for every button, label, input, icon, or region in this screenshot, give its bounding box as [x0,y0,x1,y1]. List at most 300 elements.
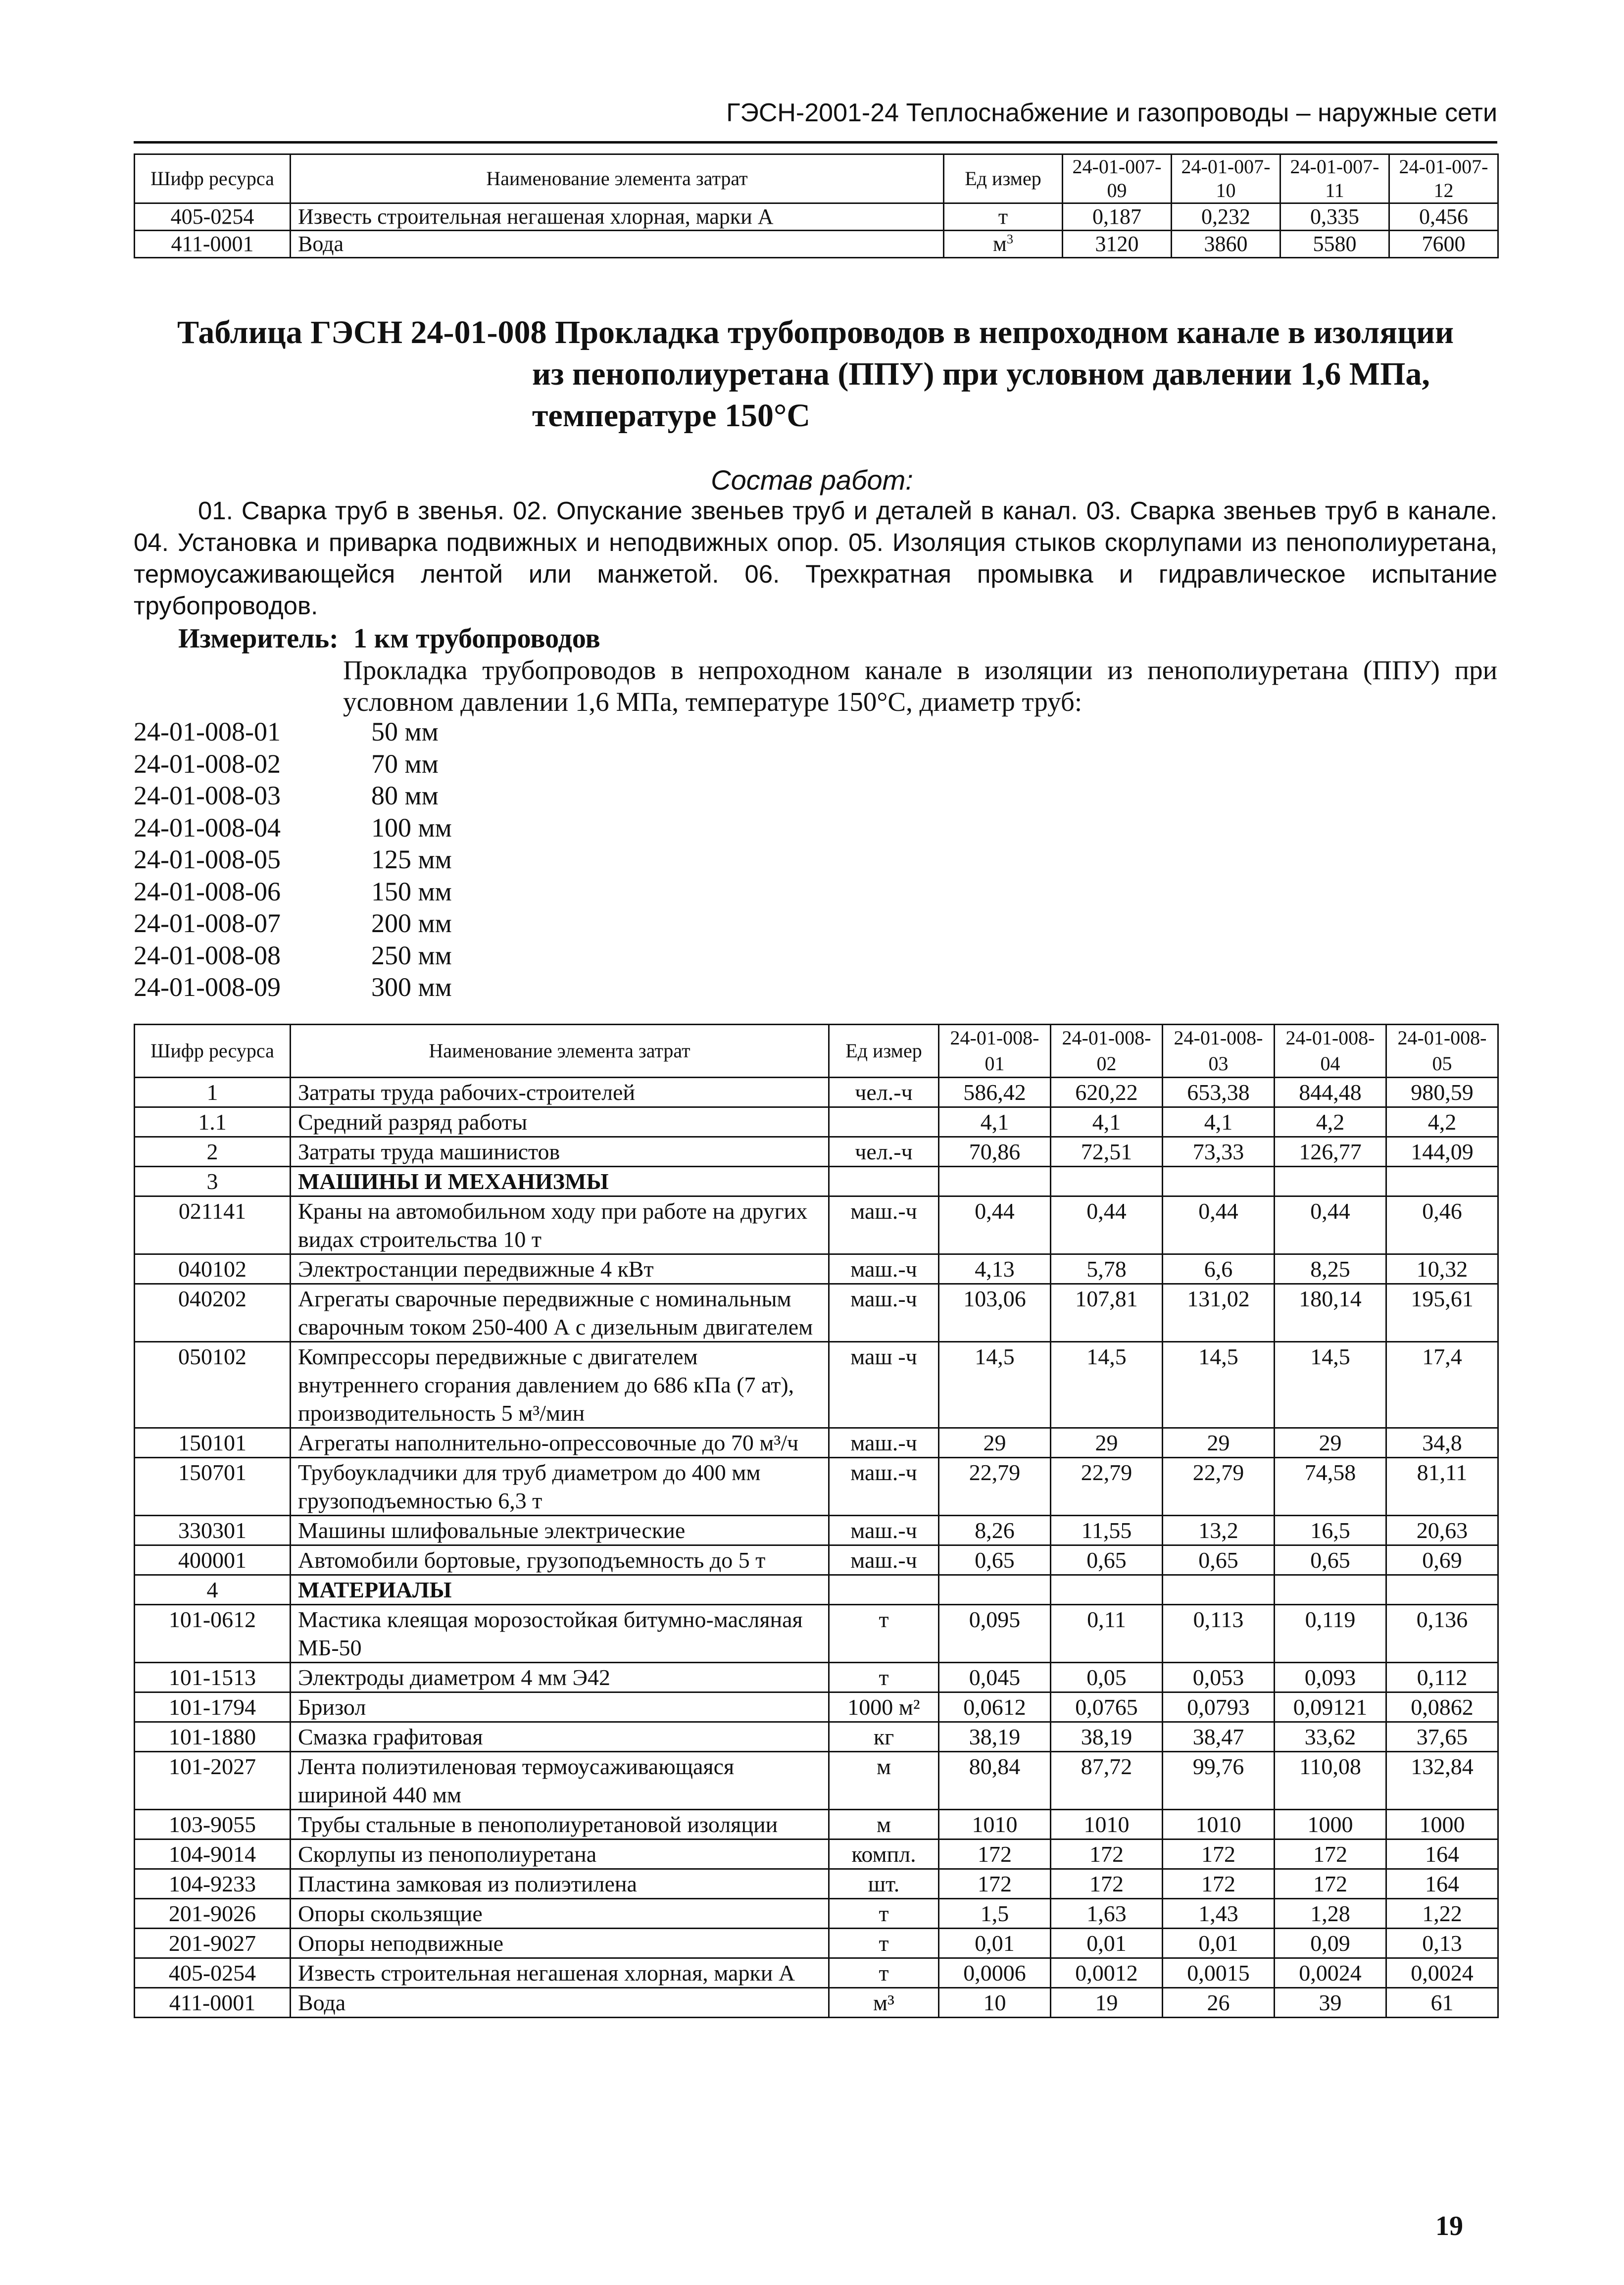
header-name: Наименование элемента затрат [291,1025,829,1078]
table-row [135,1458,1498,1516]
cell-value: 14,5 [1051,1342,1163,1428]
cell-value: 33,62 [1275,1722,1386,1752]
cell-name: Мастика клеящая морозостойкая битумно-масляная МБ-50 [291,1605,829,1663]
pipe-diameter: 70 мм [371,748,439,779]
cell-value: 0,44 [939,1196,1051,1254]
header-col: 24-01-007-11 [1280,154,1389,203]
cell-unit [944,231,1063,258]
cell-name: Опоры неподвижные [291,1929,829,1958]
cell-value: 0,09121 [1275,1692,1386,1722]
table-row [135,1516,1498,1545]
cell-value: 17,4 [1386,1342,1498,1428]
cell-value: 0,095 [939,1605,1051,1663]
cell-value: 0,093 [1275,1663,1386,1692]
cell-value: 38,19 [1051,1722,1163,1752]
cell-value: 0,01 [1051,1929,1163,1958]
cell-value: 8,25 [1275,1254,1386,1284]
cell-value: 39 [1275,1988,1386,2018]
header-col: 24-01-007-10 [1172,154,1280,203]
cell-name: Известь строительная негашеная хлорная, марки А [291,1958,829,1988]
cell-value: 4,1 [939,1107,1051,1137]
cell-unit: 1000 м² [829,1692,939,1722]
cell-value: 0,01 [939,1929,1051,1958]
empty-cell [1386,1575,1498,1605]
cell-value: 4,1 [1163,1107,1275,1137]
cell-value: 29 [1051,1428,1163,1458]
cell-value: 164 [1386,1869,1498,1899]
header-col: 24-01-007-12 [1389,154,1498,203]
cell-value: 172 [939,1869,1051,1899]
cell-value: 0,053 [1163,1663,1275,1692]
cell-code: 101-1513 [135,1663,291,1692]
cell-value: 29 [1163,1428,1275,1458]
code-number: 24-01-008-03 [134,781,281,810]
cell-value: 0,335 [1280,203,1389,231]
cell-value: 195,61 [1386,1284,1498,1342]
cell-value: 586,42 [939,1078,1051,1107]
title-line: Таблица ГЭСН 24-01-008 Прокладка трубопроводов в непроходном канале в изоляции [177,314,1454,350]
cell-value: 0,0012 [1051,1958,1163,1988]
empty-cell [1275,1575,1386,1605]
cell-code: 101-2027 [135,1752,291,1810]
cell-name: Средний разряд работы [291,1107,829,1137]
title-line: из пенополиуретана (ППУ) при условном давлении 1,6 МПа, [532,356,1430,392]
pipe-diameter: 100 мм [371,812,452,843]
cell-code: 050102 [135,1342,291,1428]
cell-value: 0,09 [1275,1929,1386,1958]
cell-name: Компрессоры передвижные с двигателем внутреннего сгорания давлением до 686 кПа (7 ат), производительность 5 м³/мин [291,1342,829,1428]
empty-cell [1051,1575,1163,1605]
cell-value: 1010 [1163,1810,1275,1839]
cell-value: 0,65 [1275,1545,1386,1575]
code-list-item [134,876,452,908]
cell-value: 0,01 [1163,1929,1275,1958]
cell-value: 1,63 [1051,1899,1163,1929]
code-list-item [134,907,452,940]
cell-value: 172 [1051,1839,1163,1869]
cell-value: 70,86 [939,1137,1051,1167]
table-row [135,1107,1498,1137]
cell-unit: т [944,203,1063,231]
cell-value: 99,76 [1163,1752,1275,1810]
cell-value: 0,05 [1051,1663,1163,1692]
cell-code: 411-0001 [135,1988,291,2018]
table-row [135,1869,1498,1899]
cell-unit: маш.-ч [829,1545,939,1575]
cell-unit: м [829,1752,939,1810]
cell-code: 1 [135,1078,291,1107]
cell-value: 0,0793 [1163,1692,1275,1722]
cell-value: 4,13 [939,1254,1051,1284]
cell-value: 4,1 [1051,1107,1163,1137]
cell-name: Известь строительная негашеная хлорная, марки А [291,203,944,231]
cell-value: 37,65 [1386,1722,1498,1752]
code-list-item [134,844,452,876]
cell-value: 13,2 [1163,1516,1275,1545]
code-list-item [134,716,452,748]
table-row [135,1988,1498,2018]
cell-value: 1010 [1051,1810,1163,1839]
cell-unit: маш -ч [829,1342,939,1428]
header-name: Наименование элемента затрат [291,154,944,203]
pipe-diameter: 300 мм [371,972,452,1002]
title-line: температуре 150°С [532,397,811,434]
pipe-diameter: 50 мм [371,717,439,746]
header-rule [134,141,1497,144]
cell-value: 0,232 [1172,203,1280,231]
cell-value: 80,84 [939,1752,1051,1810]
cell-value: 0,0612 [939,1692,1051,1722]
cell-value: 0,0015 [1163,1958,1275,1988]
cell-value: 6,6 [1163,1254,1275,1284]
cell-value: 14,5 [1275,1342,1386,1428]
cell-value: 0,0024 [1275,1958,1386,1988]
cell-value: 1000 [1386,1810,1498,1839]
cell-code: 400001 [135,1545,291,1575]
cell-value: 0,44 [1275,1196,1386,1254]
cell-value: 81,11 [1386,1458,1498,1516]
header-col: 24-01-008-02 [1051,1025,1163,1078]
cell-value: 1,5 [939,1899,1051,1929]
cell-value: 0,44 [1163,1196,1275,1254]
empty-cell [939,1575,1051,1605]
cell-value: 0,69 [1386,1545,1498,1575]
cell-value: 172 [1163,1869,1275,1899]
cell-code: 103-9055 [135,1810,291,1839]
table-row [135,1899,1498,1929]
cell-name: Электростанции передвижные 4 кВт [291,1254,829,1284]
header-unit: Ед измер [829,1025,939,1078]
cell-value: 110,08 [1275,1752,1386,1810]
cell-value: 164 [1386,1839,1498,1869]
cell-code: 150101 [135,1428,291,1458]
cell-value: 0,0024 [1386,1958,1498,1988]
table-row [135,1078,1498,1107]
cell-value: 38,47 [1163,1722,1275,1752]
cell-value: 11,55 [1051,1516,1163,1545]
cell-value: 172 [1275,1869,1386,1899]
cell-code: 101-1794 [135,1692,291,1722]
cell-name: Краны на автомобильном ходу при работе на других видах строительства 10 т [291,1196,829,1254]
cell-value: 844,48 [1275,1078,1386,1107]
cell-code: 405-0254 [135,1958,291,1988]
cell-value: 172 [1051,1869,1163,1899]
section-title: МАШИНЫ И МЕХАНИЗМЫ [291,1167,829,1196]
cell-value: 1010 [939,1810,1051,1839]
cell-value: 10,32 [1386,1254,1498,1284]
cell-name: Вода [291,231,944,258]
header-code: Шифр ресурса [135,154,291,203]
cell-value: 3120 [1063,231,1172,258]
cell-name: Трубы стальные в пенополиуретановой изоляции [291,1810,829,1839]
resources-table [134,1024,1499,2018]
cell-code: 101-1880 [135,1722,291,1752]
table-row [135,1692,1498,1722]
cell-value: 0,045 [939,1663,1051,1692]
cell-value: 29 [1275,1428,1386,1458]
cell-code: 040102 [135,1254,291,1284]
cell-value: 0,65 [1163,1545,1275,1575]
cell-name: Автомобили бортовые, грузоподъемность до 5 т [291,1545,829,1575]
pipe-description: Прокладка трубопроводов в непроходном канале в изоляции из пенополиуретана (ППУ) при условном давлении 1,6 МПа, температуре 150°С, диаметр труб: [343,655,1497,717]
table-title [134,312,1497,437]
header-col: 24-01-008-01 [939,1025,1051,1078]
cell-value: 1000 [1275,1810,1386,1839]
meter [178,623,600,654]
cell-value: 10 [939,1988,1051,2018]
cell-code: 405-0254 [135,203,291,231]
cell-name: Электроды диаметром 4 мм Э42 [291,1663,829,1692]
cell-unit: чел.-ч [829,1078,939,1107]
code-number: 24-01-008-01 [134,717,281,746]
cell-value: 126,77 [1275,1137,1386,1167]
pipe-diameter: 80 мм [371,781,439,810]
composition-text: 01. Сварка труб в звенья. 02. Опускание звеньев труб и деталей в канал. 03. Сварка звеньев труб в канале. 04. Установка и приварка подвижных и неподвижных опор. 05. Изоляция стыков скорлупами из пенополиуретана, термоусаживающейся лентой или манжетой. 06. Трехкратная промывка и гидравлическое испытание трубопроводов. [134,497,1497,620]
cell-code: 104-9233 [135,1869,291,1899]
cell-value: 0,119 [1275,1605,1386,1663]
cell-name: Бризол [291,1692,829,1722]
table-row [135,1839,1498,1869]
cell-value: 172 [1163,1839,1275,1869]
cell-value: 1,43 [1163,1899,1275,1929]
code-number: 24-01-008-06 [134,876,281,906]
cell-unit: компл. [829,1839,939,1869]
code-list-item [134,971,452,1003]
empty-cell [1163,1575,1275,1605]
cell-code: 101-0612 [135,1605,291,1663]
cell-value: 20,63 [1386,1516,1498,1545]
cell-unit: т [829,1929,939,1958]
cell-name: Машины шлифовальные электрические [291,1516,829,1545]
pipe-diameter: 125 мм [371,844,452,874]
cell-value: 107,81 [1051,1284,1163,1342]
cell-name: Лента полиэтиленовая термоусаживающаяся шириной 440 мм [291,1752,829,1810]
cell-value: 19 [1051,1988,1163,2018]
table-row [135,1663,1498,1692]
cell-unit: маш.-ч [829,1428,939,1458]
cell-value: 980,59 [1386,1078,1498,1107]
cell-value: 0,65 [1051,1545,1163,1575]
cell-value: 132,84 [1386,1752,1498,1810]
section-row [135,1575,1498,1605]
header-col: 24-01-007-09 [1063,154,1172,203]
composition-heading: Состав работ: [711,464,913,496]
empty-cell [829,1167,939,1196]
table-row [135,1722,1498,1752]
cell-value: 29 [939,1428,1051,1458]
table-row [135,1929,1498,1958]
code-list-item [134,780,452,812]
cell-value: 0,113 [1163,1605,1275,1663]
cell-value: 14,5 [1163,1342,1275,1428]
table-row [135,1196,1498,1254]
header-code: Шифр ресурса [135,1025,291,1078]
cell-value: 14,5 [939,1342,1051,1428]
cell-name: Трубоукладчики для труб диаметром до 400 мм грузоподъемностью 6,3 т [291,1458,829,1516]
cell-value: 1,22 [1386,1899,1498,1929]
cell-value: 0,11 [1051,1605,1163,1663]
cell-code: 021141 [135,1196,291,1254]
cell-value: 172 [939,1839,1051,1869]
empty-cell [1386,1167,1498,1196]
cell-value: 7600 [1389,231,1498,258]
unit-text: м [992,232,1007,256]
cell-value: 0,112 [1386,1663,1498,1692]
cell-value: 1,28 [1275,1899,1386,1929]
cell-value: 34,8 [1386,1428,1498,1458]
cell-value: 0,65 [939,1545,1051,1575]
cell-code: 201-9026 [135,1899,291,1929]
cell-unit: м [829,1810,939,1839]
table-row [135,1284,1498,1342]
meter-value: 1 км трубопроводов [353,623,600,654]
cell-name: Агрегаты сварочные передвижные с номинальным сварочным током 250-400 А с дизельным двигателем [291,1284,829,1342]
cell-value: 26 [1163,1988,1275,2018]
cell-value: 172 [1275,1839,1386,1869]
table-row [135,1428,1498,1458]
code-number: 24-01-008-05 [134,844,281,874]
empty-cell [1051,1167,1163,1196]
cell-value: 3860 [1172,231,1280,258]
code-number: 24-01-008-09 [134,972,281,1002]
cell-value: 0,456 [1389,203,1498,231]
table-row [135,1605,1498,1663]
cell-unit: чел.-ч [829,1137,939,1167]
cell-value: 5580 [1280,231,1389,258]
continuation-table [134,153,1499,258]
pipe-diameter: 250 мм [371,940,452,970]
cell-unit: маш.-ч [829,1516,939,1545]
cell-value: 72,51 [1051,1137,1163,1167]
cell-unit [829,1107,939,1137]
pipe-diameter: 200 мм [371,908,452,938]
cell-value: 74,58 [1275,1458,1386,1516]
cell-name: Вода [291,1988,829,2018]
cell-code: 1.1 [135,1107,291,1137]
cell-value: 22,79 [1163,1458,1275,1516]
cell-name: Опоры скользящие [291,1899,829,1929]
cell-value: 22,79 [939,1458,1051,1516]
resources-table-body [135,1078,1498,2018]
cell-unit: м³ [829,1988,939,2018]
empty-cell [829,1575,939,1605]
cell-value: 0,46 [1386,1196,1498,1254]
running-header: ГЭСН-2001-24 Теплоснабжение и газопроводы – наружные сети [726,99,1497,127]
table-row [135,1342,1498,1428]
empty-cell [1275,1167,1386,1196]
meter-label: Измеритель: [178,623,339,654]
cell-value: 131,02 [1163,1284,1275,1342]
cell-value: 103,06 [939,1284,1051,1342]
cell-value: 4,2 [1386,1107,1498,1137]
cell-name: Агрегаты наполнительно-опрессовочные до 70 м³/ч [291,1428,829,1458]
header-col: 24-01-008-05 [1386,1025,1498,1078]
empty-cell [939,1167,1051,1196]
cell-value: 22,79 [1051,1458,1163,1516]
code-number: 24-01-008-07 [134,908,281,938]
cell-name: Пластина замковая из полиэтилена [291,1869,829,1899]
header-unit: Ед измер [944,154,1063,203]
table-row [135,1137,1498,1167]
code-number: 24-01-008-08 [134,940,281,970]
cell-code: 040202 [135,1284,291,1342]
cell-unit: маш.-ч [829,1254,939,1284]
cell-unit: т [829,1958,939,1988]
cell-value: 16,5 [1275,1516,1386,1545]
cell-code: 3 [135,1167,291,1196]
cell-value: 0,13 [1386,1929,1498,1958]
cell-unit: шт. [829,1869,939,1899]
section-title: МАТЕРИАЛЫ [291,1575,829,1605]
cell-value: 73,33 [1163,1137,1275,1167]
unit-superscript: 3 [1006,231,1014,247]
page-number: 19 [1435,2211,1463,2241]
cell-name: Смазка графитовая [291,1722,829,1752]
cell-unit: кг [829,1722,939,1752]
cell-name: Затраты труда машинистов [291,1137,829,1167]
cell-name: Затраты труда рабочих-строителей [291,1078,829,1107]
cell-code: 104-9014 [135,1839,291,1869]
table-row [135,1545,1498,1575]
cell-value: 0,0862 [1386,1692,1498,1722]
table-row [135,231,1498,258]
code-list-item [134,748,452,780]
cell-value: 5,78 [1051,1254,1163,1284]
cell-value: 0,44 [1051,1196,1163,1254]
cell-code: 150701 [135,1458,291,1516]
cell-value: 87,72 [1051,1752,1163,1810]
cell-value: 61 [1386,1988,1498,2018]
cell-value: 0,187 [1063,203,1172,231]
empty-cell [1163,1167,1275,1196]
cell-name: Скорлупы из пенополиуретана [291,1839,829,1869]
cell-unit: маш.-ч [829,1458,939,1516]
cell-unit: т [829,1663,939,1692]
cell-value: 38,19 [939,1722,1051,1752]
cell-value: 0,0765 [1051,1692,1163,1722]
cell-value: 144,09 [1386,1137,1498,1167]
cell-code: 411-0001 [135,231,291,258]
cell-unit: маш.-ч [829,1196,939,1254]
cell-code: 4 [135,1575,291,1605]
cell-value: 4,2 [1275,1107,1386,1137]
pipe-diameter: 150 мм [371,876,452,906]
cell-value: 653,38 [1163,1078,1275,1107]
code-list [134,716,452,1003]
cell-code: 330301 [135,1516,291,1545]
cell-value: 180,14 [1275,1284,1386,1342]
header-col: 24-01-008-04 [1275,1025,1386,1078]
cell-code: 2 [135,1137,291,1167]
code-list-item [134,940,452,972]
code-number: 24-01-008-04 [134,812,281,843]
cell-value: 0,0006 [939,1958,1051,1988]
table-row [135,1254,1498,1284]
table-row [135,1958,1498,1988]
cell-unit: маш.-ч [829,1284,939,1342]
table-row [135,1810,1498,1839]
cell-value: 0,136 [1386,1605,1498,1663]
table-row [135,1752,1498,1810]
code-list-item [134,812,452,844]
table-row [135,203,1498,231]
cell-unit: т [829,1899,939,1929]
cell-code: 201-9027 [135,1929,291,1958]
cell-value: 8,26 [939,1516,1051,1545]
code-number: 24-01-008-02 [134,748,281,779]
cell-unit: т [829,1605,939,1663]
header-col: 24-01-008-03 [1163,1025,1275,1078]
